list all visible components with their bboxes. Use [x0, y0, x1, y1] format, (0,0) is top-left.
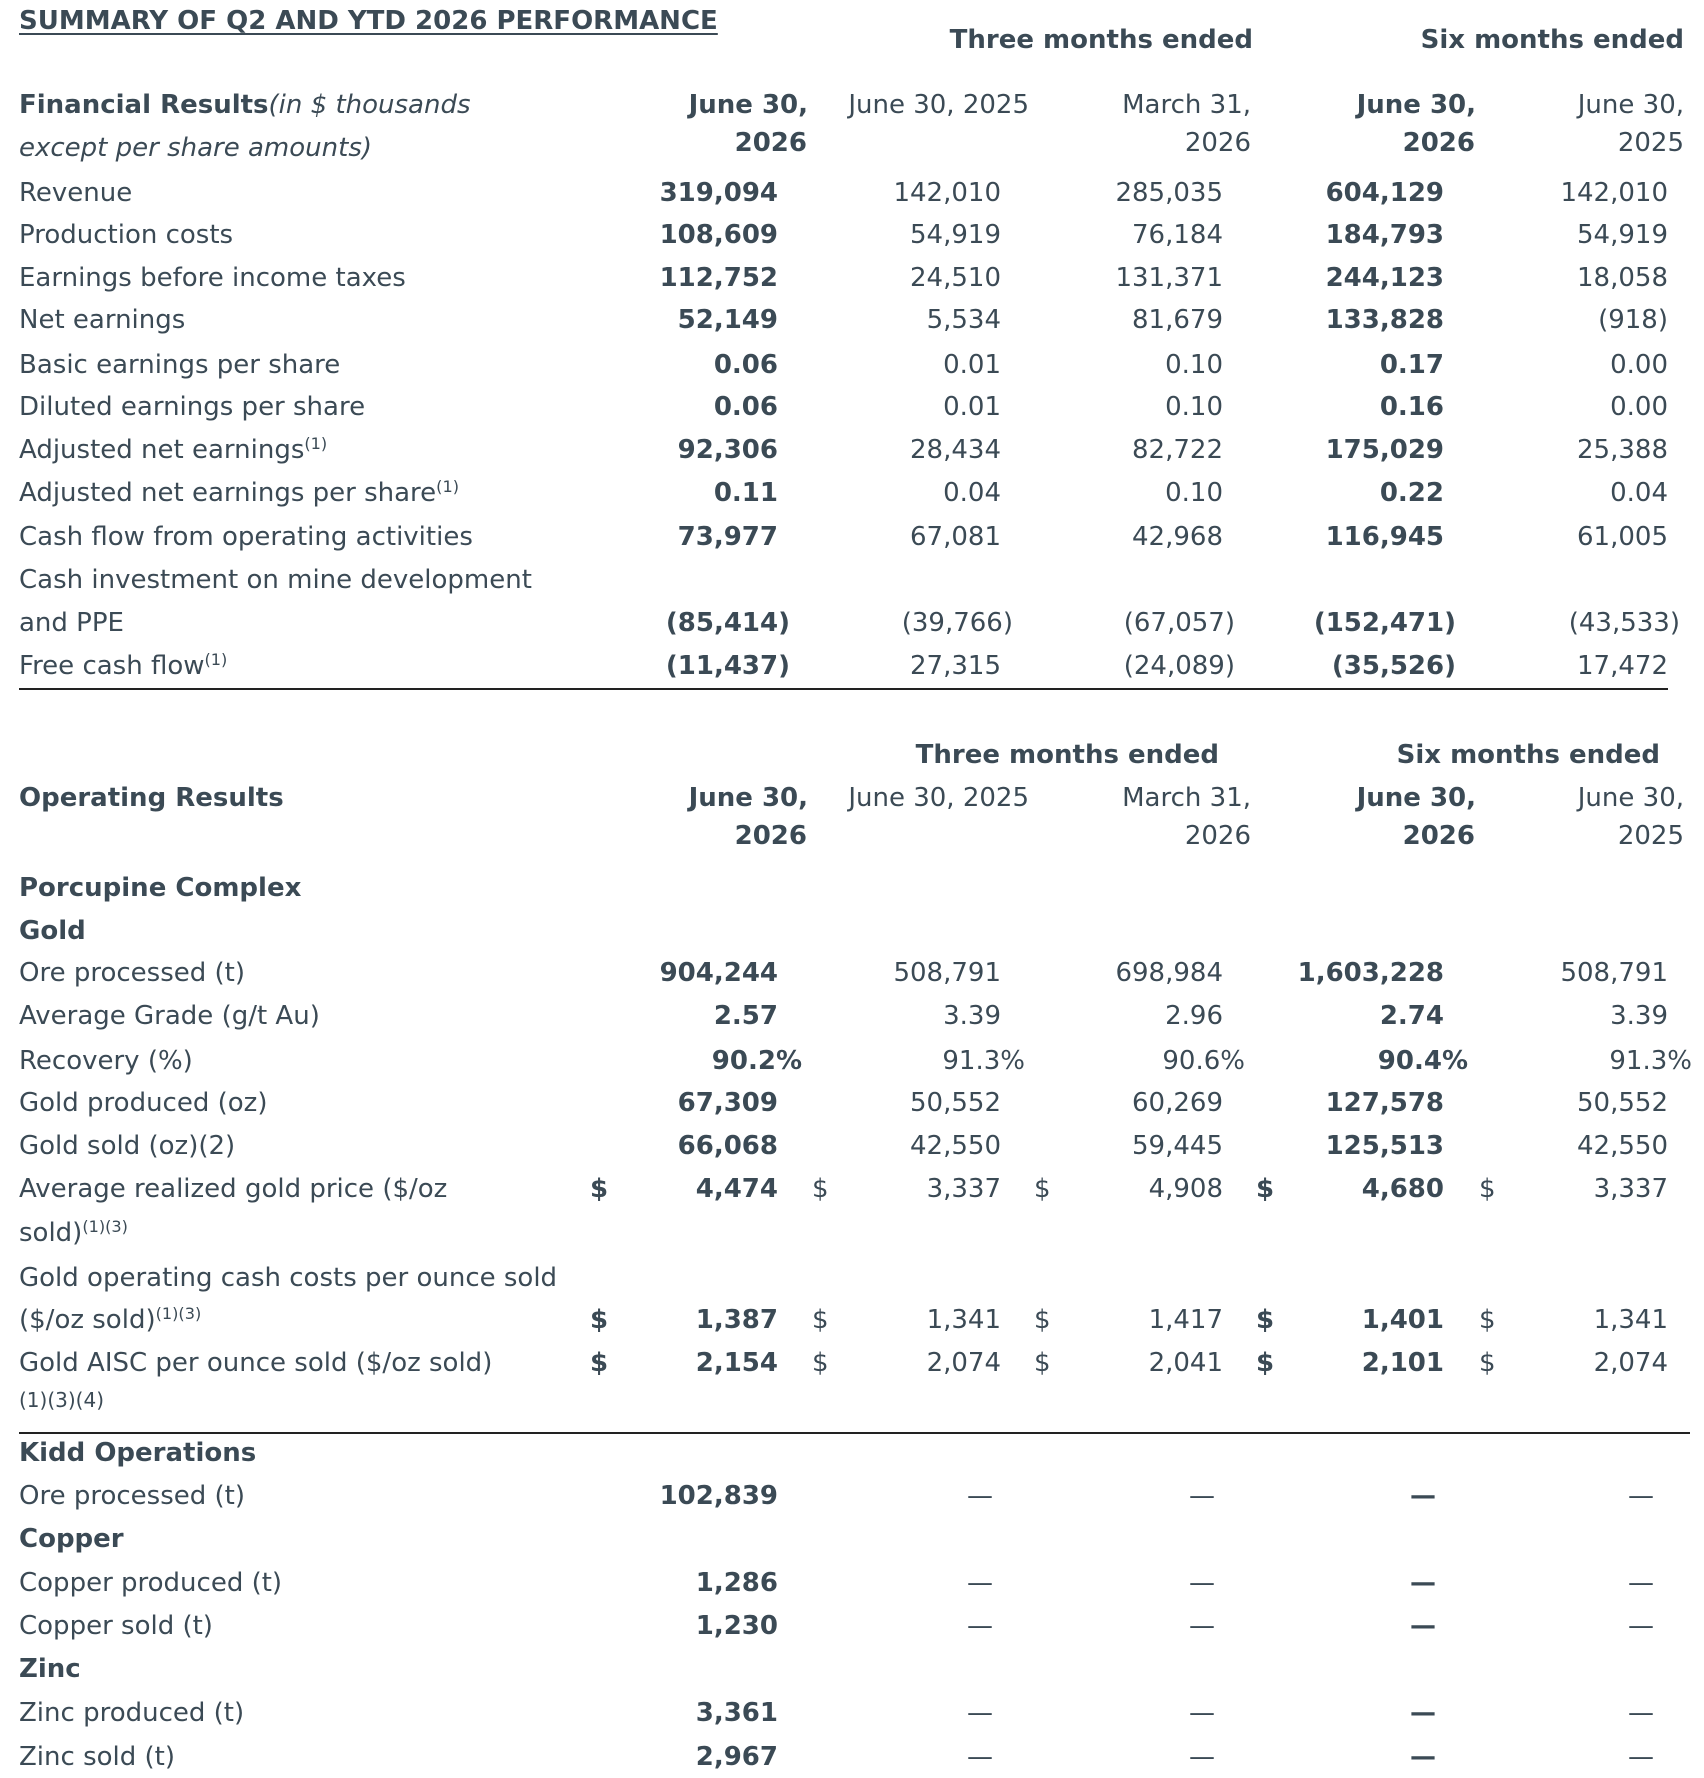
financial-row-value: 24,510	[910, 263, 1001, 293]
zinc-row-value: 2,967	[695, 1742, 778, 1772]
financial-row-value: 244,123	[1325, 263, 1444, 293]
group-header-six-months: Six months ended	[1396, 740, 1660, 770]
porcupine-row-value: 508,791	[1560, 958, 1668, 988]
financial-row-value: 0.00	[1610, 350, 1668, 380]
copper-row-value: —	[1628, 1611, 1654, 1641]
financial-row-value: 0.06	[713, 350, 778, 380]
financial-row-label	[19, 650, 228, 681]
financial-row-value: 28,434	[910, 435, 1001, 465]
financial-row-value: 54,919	[910, 220, 1001, 250]
group-header-three-months: Three months ended	[949, 25, 1253, 55]
gold-price-label-line2	[19, 1217, 128, 1248]
financial-row-value: 0.06	[713, 392, 778, 422]
financial-row-value: (39,766)	[901, 608, 1013, 638]
financial-row-value: 0.10	[1165, 478, 1223, 508]
financial-row-label	[19, 307, 185, 333]
financial-row-value: 175,029	[1325, 435, 1444, 465]
porcupine-row-value: 904,244	[659, 958, 778, 988]
financial-row-value: 133,828	[1325, 305, 1444, 335]
gold-price-label-line2-text: sold)	[19, 1218, 83, 1248]
col-header-line2: 2026	[734, 128, 807, 158]
kidd-operations-heading: Kidd Operations	[19, 1438, 257, 1468]
aisc-label: Gold AISC per ounce sold ($/oz sold)	[19, 1348, 493, 1378]
zinc-row-value: —	[967, 1698, 993, 1728]
porcupine-row-label: Recovery (%)	[19, 1046, 193, 1076]
footnote-ref: (1)	[436, 477, 459, 497]
col-header-line2: 2026	[1184, 128, 1251, 158]
gold-price-row-value: 4,908	[1148, 1174, 1223, 1204]
cash-cost-label-line2-text: ($/oz sold)	[19, 1305, 156, 1335]
financial-row-label-text: Diluted earnings per share	[19, 392, 366, 422]
financial-row-value: 142,010	[1560, 178, 1668, 208]
financial-row-value: (35,526)	[1331, 651, 1456, 681]
porcupine-row-value: 90.2%	[711, 1046, 802, 1076]
col-header-line2: 2026	[1402, 821, 1475, 851]
financial-row-value: 0.22	[1379, 478, 1444, 508]
col-header-line1: June 30,	[1577, 783, 1684, 813]
copper-row-value: —	[1189, 1611, 1215, 1641]
financial-row-value: 92,306	[677, 435, 778, 465]
financial-row-value: 116,945	[1325, 522, 1444, 552]
financial-row-value: (67,057)	[1123, 608, 1235, 638]
col-header-line2: 2025	[1617, 821, 1684, 851]
financial-row-label-text: Basic earnings per share	[19, 350, 341, 380]
gold-price-row-value: 4,474	[695, 1174, 778, 1204]
copper-subheading: Copper	[19, 1524, 124, 1554]
porcupine-row-value: 3.39	[1610, 1001, 1668, 1031]
financial-row-label	[19, 222, 233, 248]
financial-table-bottom-rule	[19, 688, 1668, 690]
financial-row-value: 0.10	[1165, 392, 1223, 422]
financial-row-label	[19, 394, 365, 420]
currency-symbol: $	[1479, 1348, 1496, 1378]
currency-symbol: $	[812, 1305, 829, 1335]
kidd-ore-row-value: —	[1189, 1481, 1215, 1511]
porcupine-row-value: 90.6%	[1162, 1046, 1245, 1076]
financial-row-value: 67,081	[910, 522, 1001, 552]
financial-row-value: 81,679	[1132, 305, 1223, 335]
financial-row-label-text: Production costs	[19, 220, 234, 250]
col-header-line1: June 30,	[1356, 783, 1476, 813]
financial-row-label-text: Cash flow from operating activities	[19, 522, 473, 552]
financial-row-value: (43,533)	[1568, 608, 1680, 638]
col-header-line1: June 30, 2025	[848, 783, 1029, 813]
group-header-three-months: Three months ended	[915, 740, 1219, 770]
col-header-line1: June 30,	[688, 783, 808, 813]
col-header-line1: June 30,	[1356, 90, 1476, 120]
financial-row-value: 0.04	[943, 478, 1001, 508]
copper-row-value: —	[1410, 1568, 1436, 1598]
financial-row-value: 142,010	[893, 178, 1001, 208]
financial-row-label	[19, 180, 132, 206]
currency-symbol: $	[590, 1305, 609, 1335]
financial-row-value: 0.11	[713, 478, 778, 508]
gold-price-row-value: 4,680	[1361, 1174, 1444, 1204]
financial-row-value: 17,472	[1577, 651, 1668, 681]
currency-symbol: $	[1034, 1305, 1051, 1335]
porcupine-row-label: Gold sold (oz)(2)	[19, 1131, 236, 1161]
porcupine-row-value: 60,269	[1132, 1088, 1223, 1118]
col-header-line1: June 30,	[688, 90, 808, 120]
financial-row-value: 73,977	[677, 522, 778, 552]
porcupine-row-value: 42,550	[1577, 1131, 1668, 1161]
zinc-row-value: —	[1189, 1742, 1215, 1772]
gold-price-label: Average realized gold price ($/oz	[19, 1174, 448, 1204]
porcupine-row-value: 66,068	[677, 1131, 778, 1161]
aisc-row-value: 2,101	[1361, 1348, 1444, 1378]
kidd-section-top-rule	[19, 1432, 1690, 1434]
cash-cost-label-line2	[19, 1304, 202, 1335]
copper-row-value: —	[1410, 1611, 1436, 1641]
porcupine-row-value: 1,603,228	[1297, 958, 1444, 988]
aisc-row-value: 2,074	[1593, 1348, 1668, 1378]
cash-cost-row-value: 1,341	[926, 1305, 1001, 1335]
financial-row-value: 184,793	[1325, 220, 1444, 250]
porcupine-row-value: 50,552	[1577, 1088, 1668, 1118]
financial-row-value: 0.00	[1610, 392, 1668, 422]
zinc-row-label: Zinc produced (t)	[19, 1698, 245, 1728]
cash-cost-label: Gold operating cash costs per ounce sold	[19, 1263, 558, 1293]
financial-row-value: 604,129	[1325, 178, 1444, 208]
porcupine-row-value: 127,578	[1325, 1088, 1444, 1118]
copper-row-value: 1,230	[695, 1611, 778, 1641]
gold-subheading: Gold	[19, 916, 86, 946]
financial-units-note-line2: except per share amounts)	[19, 133, 373, 163]
financial-row-value: 0.04	[1610, 478, 1668, 508]
currency-symbol: $	[1479, 1174, 1496, 1204]
financial-row-value: (152,471)	[1313, 608, 1456, 638]
financial-row-value: 0.16	[1379, 392, 1444, 422]
copper-row-value: 1,286	[695, 1568, 778, 1598]
col-header-line2: 2026	[1402, 128, 1475, 158]
zinc-row-value: 3,361	[695, 1698, 778, 1728]
financial-row-value: 42,968	[1132, 522, 1223, 552]
financial-row-label-text: Earnings before income taxes	[19, 263, 406, 293]
financial-row-value: 0.01	[943, 350, 1001, 380]
porcupine-row-value: 3.39	[943, 1001, 1001, 1031]
gold-price-row-value: 3,337	[926, 1174, 1001, 1204]
zinc-row-value: —	[1628, 1742, 1654, 1772]
porcupine-complex-heading: Porcupine Complex	[19, 873, 302, 903]
col-header-line2: 2025	[1617, 128, 1684, 158]
financial-row-value: 0.17	[1379, 350, 1444, 380]
porcupine-row-label: Ore processed (t)	[19, 958, 246, 988]
financial-results-heading: Financial Results	[19, 90, 269, 120]
porcupine-row-value: 125,513	[1325, 1131, 1444, 1161]
footnote-ref: (1)(3)	[155, 1304, 202, 1324]
aisc-row-value: 2,074	[926, 1348, 1001, 1378]
footnote-ref: (1)	[204, 650, 228, 670]
operating-results-heading: Operating Results	[19, 783, 284, 813]
zinc-row-value: —	[1410, 1742, 1436, 1772]
cash-cost-row-value: 1,401	[1361, 1305, 1444, 1335]
porcupine-row-value: 2.57	[713, 1001, 778, 1031]
financial-row-label-line2: and PPE	[19, 608, 124, 638]
porcupine-row-value: 59,445	[1132, 1131, 1223, 1161]
currency-symbol: $	[1034, 1348, 1051, 1378]
financial-row-label: Cash investment on mine development	[19, 565, 532, 595]
footnote-ref: (1)	[304, 434, 328, 454]
copper-row-value: —	[967, 1568, 993, 1598]
currency-symbol: $	[1256, 1174, 1275, 1204]
zinc-row-value: —	[1410, 1698, 1436, 1728]
financial-section-label	[19, 92, 471, 118]
currency-symbol: $	[1256, 1305, 1275, 1335]
porcupine-row-value: 508,791	[893, 958, 1001, 988]
porcupine-row-value: 2.96	[1165, 1001, 1223, 1031]
financial-row-value: 131,371	[1115, 263, 1223, 293]
currency-symbol: $	[1256, 1348, 1275, 1378]
financial-row-value: 82,722	[1132, 435, 1223, 465]
kidd-ore-label: Ore processed (t)	[19, 1481, 246, 1511]
footnote-ref: (1)(3)	[82, 1217, 128, 1237]
financial-row-value: 52,149	[677, 305, 778, 335]
col-header-line1: June 30, 2025	[848, 90, 1029, 120]
col-header-line1: March 31,	[1122, 90, 1251, 120]
currency-symbol: $	[812, 1348, 829, 1378]
financial-row-value: 18,058	[1577, 263, 1668, 293]
porcupine-row-value: 90.4%	[1377, 1046, 1468, 1076]
group-header-six-months: Six months ended	[1420, 25, 1684, 55]
financial-row-value: 25,388	[1577, 435, 1668, 465]
copper-row-value: —	[1628, 1568, 1654, 1598]
zinc-row-label: Zinc sold (t)	[19, 1742, 175, 1772]
col-header-line2: 2026	[734, 821, 807, 851]
cash-cost-row-value: 1,341	[1593, 1305, 1668, 1335]
financial-row-value: 112,752	[659, 263, 778, 293]
currency-symbol: $	[590, 1174, 609, 1204]
kidd-ore-row-value: —	[1410, 1481, 1436, 1511]
financial-row-value: (85,414)	[665, 608, 790, 638]
porcupine-row-value: 2.74	[1379, 1001, 1444, 1031]
financial-row-value: (11,437)	[665, 651, 790, 681]
financial-row-label-text: Adjusted net earnings	[19, 435, 305, 465]
porcupine-row-value: 698,984	[1115, 958, 1223, 988]
financial-row-value: 76,184	[1132, 220, 1223, 250]
gold-price-row-value: 3,337	[1593, 1174, 1668, 1204]
financial-row-label-text: Free cash flow	[19, 651, 205, 681]
financial-units-note: (in $ thousands	[268, 90, 471, 120]
col-header-line2: 2026	[1184, 821, 1251, 851]
zinc-subheading: Zinc	[19, 1654, 81, 1684]
zinc-row-value: —	[1189, 1698, 1215, 1728]
aisc-row-value: 2,041	[1148, 1348, 1223, 1378]
financial-row-value: 5,534	[926, 305, 1001, 335]
porcupine-row-value: 67,309	[677, 1088, 778, 1118]
financial-row-value: 319,094	[659, 178, 778, 208]
zinc-row-value: —	[1628, 1698, 1654, 1728]
kidd-ore-row-value: —	[1628, 1481, 1654, 1511]
financial-row-label	[19, 477, 459, 508]
financial-row-label	[19, 524, 473, 550]
financial-row-label-text: Net earnings	[19, 305, 186, 335]
currency-symbol: $	[1034, 1174, 1051, 1204]
financial-row-value: 54,919	[1577, 220, 1668, 250]
financial-row-label-text: Revenue	[19, 178, 133, 208]
financial-row-value: 0.10	[1165, 350, 1223, 380]
financial-row-value: (918)	[1598, 305, 1668, 335]
financial-row-value: 27,315	[910, 651, 1001, 681]
copper-row-value: —	[1189, 1568, 1215, 1598]
copper-row-label: Copper sold (t)	[19, 1611, 213, 1641]
financial-row-label	[19, 434, 328, 465]
porcupine-row-label: Gold produced (oz)	[19, 1088, 268, 1118]
financial-row-value: (24,089)	[1123, 651, 1235, 681]
currency-symbol: $	[1479, 1305, 1496, 1335]
page-title: SUMMARY OF Q2 AND YTD 2026 PERFORMANCE	[19, 6, 718, 36]
porcupine-row-value: 42,550	[910, 1131, 1001, 1161]
currency-symbol: $	[812, 1174, 829, 1204]
financial-row-value: 61,005	[1577, 522, 1668, 552]
col-header-line1: March 31,	[1122, 783, 1251, 813]
currency-symbol: $	[590, 1348, 609, 1378]
porcupine-row-label: Average Grade (g/t Au)	[19, 1001, 320, 1031]
zinc-row-value: —	[967, 1742, 993, 1772]
porcupine-row-value: 91.3%	[942, 1046, 1025, 1076]
col-header-line1: June 30,	[1577, 90, 1684, 120]
cash-cost-row-value: 1,417	[1148, 1305, 1223, 1335]
financial-row-value: 0.01	[943, 392, 1001, 422]
copper-row-label: Copper produced (t)	[19, 1568, 283, 1598]
financial-row-label	[19, 352, 340, 378]
kidd-ore-row-value: 102,839	[659, 1481, 778, 1511]
copper-row-value: —	[967, 1611, 993, 1641]
financial-row-label-text: Adjusted net earnings per share	[19, 478, 437, 508]
porcupine-row-value: 91.3%	[1609, 1046, 1692, 1076]
cash-cost-row-value: 1,387	[695, 1305, 778, 1335]
financial-row-value: 108,609	[659, 220, 778, 250]
kidd-ore-row-value: —	[967, 1481, 993, 1511]
aisc-footnote-refs: (1)(3)(4)	[19, 1388, 104, 1412]
financial-row-value: 285,035	[1115, 178, 1223, 208]
porcupine-row-value: 50,552	[910, 1088, 1001, 1118]
aisc-row-value: 2,154	[695, 1348, 778, 1378]
financial-row-label	[19, 265, 406, 291]
